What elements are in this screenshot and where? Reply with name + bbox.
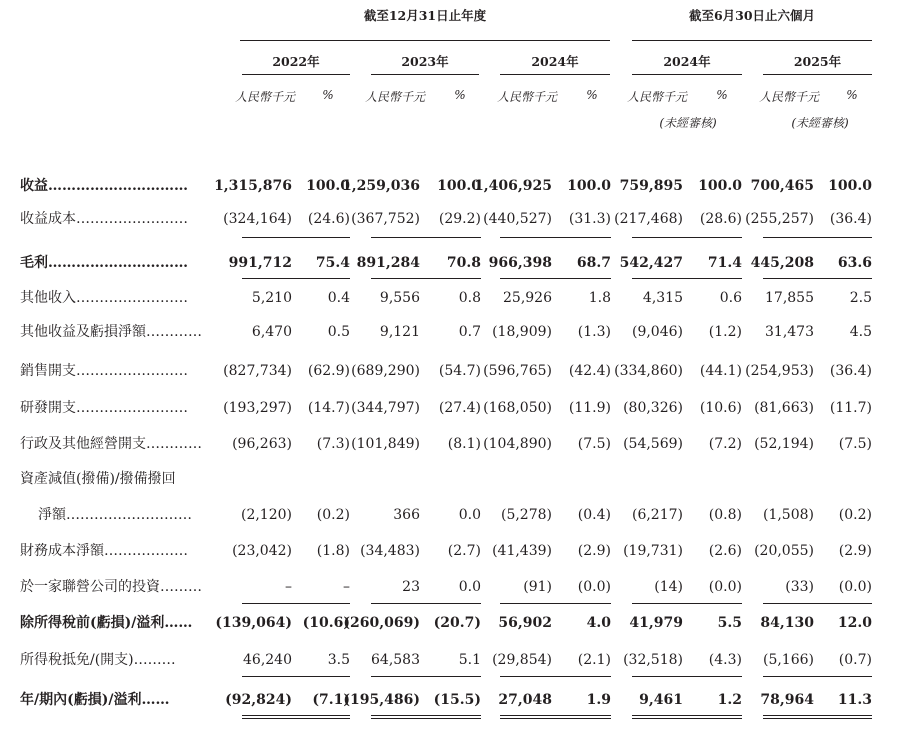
- gross-profit-rule: [242, 278, 350, 279]
- cell-amount: 31,473: [765, 324, 814, 340]
- cell-amount: (29,854): [492, 652, 552, 668]
- cell-amount: (14): [654, 579, 683, 595]
- cell-percent: (0.2): [838, 507, 872, 523]
- cell-percent: 5.5: [717, 615, 742, 631]
- cell-percent: 100.0: [567, 178, 611, 194]
- subtotal-rule: [763, 237, 872, 238]
- row-label: [20, 253, 188, 273]
- cell-percent: 68.7: [576, 255, 611, 271]
- unit-pct: %: [846, 88, 858, 102]
- row-label: [20, 613, 192, 633]
- cell-amount: (139,064): [215, 615, 292, 631]
- cell-percent: (20.7): [433, 615, 481, 631]
- unit-pct: %: [322, 88, 334, 102]
- cell-amount: 23: [402, 579, 420, 595]
- cell-amount: 5,210: [251, 290, 292, 306]
- year-header-2024: 2024年: [531, 54, 579, 69]
- subtotal-rule: [632, 676, 742, 677]
- cell-percent: (0.7): [838, 652, 872, 668]
- cell-amount: (255,257): [745, 211, 814, 227]
- cell-amount: 1,315,876: [214, 178, 292, 194]
- subtotal-rule: [632, 237, 742, 238]
- cell-percent: (2.9): [577, 543, 611, 559]
- cell-amount: (5,278): [500, 507, 552, 523]
- cell-percent: (28.6): [699, 211, 742, 227]
- cell-amount: 542,427: [619, 255, 683, 271]
- cell-amount: 366: [393, 507, 420, 523]
- year-rule-2024-interim: [632, 74, 742, 75]
- subtotal-rule: [763, 603, 872, 604]
- cell-percent: (1.2): [708, 324, 742, 340]
- cell-percent: (62.9): [307, 363, 350, 379]
- cell-percent: 12.0: [837, 615, 872, 631]
- cell-amount: (18,909): [492, 324, 552, 340]
- cell-percent: 1.9: [586, 692, 611, 708]
- cell-amount: (104,890): [483, 436, 552, 452]
- row-label-text: 收益成本: [20, 211, 76, 227]
- row-leader-dots: ……………………: [76, 211, 188, 227]
- cell-percent: (1.3): [577, 324, 611, 340]
- cell-amount: (92,824): [225, 692, 292, 708]
- total-rule: [632, 718, 742, 719]
- cell-percent: 5.1: [458, 652, 481, 668]
- row-label: [20, 398, 188, 418]
- row-label-text: 收益: [20, 178, 48, 194]
- cell-percent: (0.0): [708, 579, 742, 595]
- cell-amount: (54,569): [623, 436, 683, 452]
- cell-percent: (8.1): [447, 436, 481, 452]
- cell-percent: 0.5: [327, 324, 350, 340]
- cell-amount: 25,926: [503, 290, 552, 306]
- year-header-2024-interim: 2024年: [663, 54, 711, 69]
- cell-amount: –: [285, 579, 292, 595]
- cell-percent: (10.6): [699, 400, 742, 416]
- row-label-text: 銷售開支: [20, 363, 76, 379]
- subtotal-rule: [242, 676, 350, 677]
- cell-percent: (11.7): [829, 400, 872, 416]
- row-label-text: 年/期內(虧損)/溢利: [20, 692, 142, 708]
- row-label-text: 除所得稅前(虧損)/溢利: [20, 615, 165, 631]
- cell-amount: (440,527): [483, 211, 552, 227]
- row-leader-dots: …………………………: [48, 178, 188, 194]
- row-leader-dots: …………: [146, 436, 202, 452]
- row-label: [20, 209, 188, 229]
- header-group-interim: 截至6月30日止六個月: [688, 8, 816, 23]
- subtotal-rule: [371, 676, 481, 677]
- cell-percent: 70.8: [446, 255, 481, 271]
- subtotal-rule: [371, 237, 481, 238]
- total-rule: [242, 718, 350, 719]
- row-leader-dots: ……………………: [76, 400, 188, 416]
- unit-pct: %: [716, 88, 728, 102]
- cell-percent: 0.8: [458, 290, 481, 306]
- cell-amount: (52,194): [754, 436, 814, 452]
- year-header-2025-interim: 2025年: [793, 54, 842, 69]
- cell-percent: (7.5): [838, 436, 872, 452]
- cell-percent: (7.1): [312, 692, 350, 708]
- cell-amount: 991,712: [228, 255, 292, 271]
- cell-amount: (80,326): [623, 400, 683, 416]
- cell-percent: (0.0): [838, 579, 872, 595]
- cell-amount: (96,263): [232, 436, 292, 452]
- cell-amount: 64,583: [371, 652, 420, 668]
- cell-amount: 27,048: [498, 692, 552, 708]
- unaudited-note: (未經審核): [791, 116, 849, 130]
- header-group-annual: 截至12月31日止年度: [363, 8, 487, 23]
- cell-amount: (193,297): [223, 400, 292, 416]
- row-label: 資產減值(撥備)/撥備撥回: [20, 471, 176, 487]
- cell-percent: 11.3: [837, 692, 872, 708]
- cell-percent: (42.4): [568, 363, 611, 379]
- cell-amount: (2,120): [240, 507, 292, 523]
- cell-amount: 445,208: [750, 255, 814, 271]
- cell-amount: 966,398: [488, 255, 552, 271]
- row-label-text: 所得稅抵免/(開支): [20, 652, 134, 668]
- cell-amount: (195,486): [343, 692, 420, 708]
- cell-percent: –: [343, 579, 350, 595]
- cell-percent: (14.7): [307, 400, 350, 416]
- cell-amount: (9,046): [631, 324, 683, 340]
- row-leader-dots: ………………: [104, 543, 188, 559]
- cell-percent: (15.5): [433, 692, 481, 708]
- row-label-text: 其他收入: [20, 290, 76, 306]
- cell-amount: 6,470: [251, 324, 292, 340]
- cell-amount: (81,663): [754, 400, 814, 416]
- subtotal-rule: [242, 237, 350, 238]
- cell-percent: (24.6): [307, 211, 350, 227]
- row-label-text: 其他收益及虧損淨額: [20, 324, 146, 340]
- cell-amount: (324,164): [223, 211, 292, 227]
- row-label-text: 毛利: [20, 255, 48, 271]
- cell-percent: (0.2): [316, 507, 350, 523]
- cell-percent: (36.4): [829, 363, 872, 379]
- unaudited-note: (未經審核): [659, 116, 717, 130]
- gross-profit-rule: [500, 278, 611, 279]
- header-rule-interim: [632, 40, 872, 41]
- cell-amount: (260,069): [343, 615, 420, 631]
- total-rule: [763, 718, 872, 719]
- year-header-2023: 2023年: [401, 54, 449, 69]
- year-rule-2025-interim: [763, 74, 872, 75]
- cell-percent: 0.7: [458, 324, 481, 340]
- cell-amount: (19,731): [623, 543, 683, 559]
- cell-percent: (2.6): [708, 543, 742, 559]
- subtotal-rule: [500, 603, 611, 604]
- row-leader-dots: ……: [164, 615, 193, 631]
- cell-amount: (41,439): [492, 543, 552, 559]
- total-rule: [632, 715, 742, 716]
- total-rule: [500, 718, 611, 719]
- cell-percent: 71.4: [707, 255, 742, 271]
- row-label: [20, 288, 188, 308]
- unit-rmb: 人民幣千元: [626, 90, 687, 104]
- total-rule: [371, 718, 481, 719]
- row-leader-dots: …………: [146, 324, 202, 340]
- row-label: [20, 434, 202, 454]
- cell-percent: 0.6: [719, 290, 742, 306]
- cell-percent: 1.2: [717, 692, 742, 708]
- cell-amount: (1,508): [762, 507, 814, 523]
- cell-amount: (5,166): [762, 652, 814, 668]
- row-leader-dots: ………: [160, 579, 202, 595]
- cell-amount: (689,290): [351, 363, 420, 379]
- subtotal-rule: [242, 603, 350, 604]
- unit-pct: %: [586, 88, 598, 102]
- cell-percent: 75.4: [315, 255, 350, 271]
- row-label: [20, 650, 176, 670]
- row-label: [20, 541, 188, 561]
- cell-amount: (168,050): [483, 400, 552, 416]
- cell-percent: 100.0: [306, 178, 350, 194]
- row-label: [20, 176, 188, 196]
- total-rule: [500, 715, 611, 716]
- cell-amount: 759,895: [619, 178, 683, 194]
- row-label-text: 於一家聯營公司的投資: [20, 579, 160, 595]
- cell-amount: (254,953): [745, 363, 814, 379]
- cell-percent: (54.7): [438, 363, 481, 379]
- gross-profit-rule: [632, 278, 742, 279]
- total-rule: [371, 715, 481, 716]
- subtotal-rule: [500, 237, 611, 238]
- year-rule-2023: [371, 74, 479, 75]
- cell-amount: (101,849): [351, 436, 420, 452]
- cell-amount: (20,055): [754, 543, 814, 559]
- cell-amount: (217,468): [614, 211, 683, 227]
- cell-percent: (7.3): [316, 436, 350, 452]
- row-leader-dots: ……: [141, 692, 170, 708]
- cell-percent: 100.0: [698, 178, 742, 194]
- cell-percent: (0.4): [577, 507, 611, 523]
- total-rule: [763, 715, 872, 716]
- cell-percent: (1.8): [316, 543, 350, 559]
- row-label: [20, 361, 188, 381]
- total-rule: [242, 715, 350, 716]
- cell-amount: 9,556: [379, 290, 420, 306]
- cell-amount: 891,284: [356, 255, 420, 271]
- cell-amount: (6,217): [631, 507, 683, 523]
- cell-amount: 78,964: [760, 692, 814, 708]
- cell-percent: (44.1): [699, 363, 742, 379]
- cell-amount: (34,483): [360, 543, 420, 559]
- cell-amount: 4,315: [642, 290, 683, 306]
- cell-amount: 17,855: [765, 290, 814, 306]
- cell-amount: (827,734): [223, 363, 292, 379]
- cell-amount: (344,797): [351, 400, 420, 416]
- row-leader-dots: …………………………: [48, 255, 188, 271]
- cell-percent: 0.4: [327, 290, 350, 306]
- cell-percent: 0.0: [458, 579, 481, 595]
- row-label-text: 研發開支: [20, 400, 76, 416]
- cell-amount: 46,240: [243, 652, 292, 668]
- cell-percent: 2.5: [849, 290, 872, 306]
- year-rule-2022: [242, 74, 350, 75]
- cell-percent: (29.2): [438, 211, 481, 227]
- cell-percent: (7.5): [577, 436, 611, 452]
- cell-percent: (0.8): [708, 507, 742, 523]
- subtotal-rule: [763, 676, 872, 677]
- cell-amount: (23,042): [232, 543, 292, 559]
- cell-percent: 100.0: [828, 178, 872, 194]
- row-label: [20, 322, 202, 342]
- cell-percent: (2.7): [447, 543, 481, 559]
- cell-amount: (32,518): [623, 652, 683, 668]
- row-label-text: 行政及其他經營開支: [20, 436, 146, 452]
- subtotal-rule: [500, 676, 611, 677]
- cell-percent: 0.0: [458, 507, 481, 523]
- cell-percent: (36.4): [829, 211, 872, 227]
- cell-percent: (2.1): [577, 652, 611, 668]
- row-leader-dots: ……………………: [76, 290, 188, 306]
- cell-amount: (91): [523, 579, 552, 595]
- cell-amount: 1,406,925: [474, 178, 552, 194]
- cell-percent: 63.6: [837, 255, 872, 271]
- row-label-text: 淨額: [38, 507, 66, 523]
- cell-amount: 56,902: [498, 615, 552, 631]
- row-leader-dots: ………………………: [66, 507, 192, 523]
- cell-percent: 100.0: [437, 178, 481, 194]
- gross-profit-rule: [763, 278, 872, 279]
- subtotal-rule: [371, 603, 481, 604]
- cell-amount: (367,752): [351, 211, 420, 227]
- row-label: [20, 577, 202, 597]
- cell-amount: (33): [785, 579, 814, 595]
- cell-percent: (27.4): [438, 400, 481, 416]
- cell-percent: (11.9): [568, 400, 611, 416]
- cell-percent: (7.2): [708, 436, 742, 452]
- cell-amount: (334,860): [614, 363, 683, 379]
- unit-rmb: 人民幣千元: [234, 90, 295, 104]
- cell-percent: 3.5: [327, 652, 350, 668]
- year-rule-2024: [500, 74, 610, 75]
- cell-amount: 41,979: [629, 615, 683, 631]
- cell-percent: 4.0: [586, 615, 611, 631]
- unit-rmb: 人民幣千元: [364, 90, 425, 104]
- cell-amount: 84,130: [760, 615, 814, 631]
- cell-percent: (0.0): [577, 579, 611, 595]
- cell-amount: 9,461: [639, 692, 683, 708]
- cell-amount: 1,259,036: [342, 178, 420, 194]
- row-leader-dots: ……………………: [76, 363, 188, 379]
- gross-profit-rule: [371, 278, 481, 279]
- cell-percent: (31.3): [568, 211, 611, 227]
- cell-percent: 1.8: [588, 290, 611, 306]
- header-rule-annual: [240, 40, 610, 41]
- cell-percent: (2.9): [838, 543, 872, 559]
- unit-rmb: 人民幣千元: [758, 90, 819, 104]
- year-header-2022: 2022年: [272, 54, 320, 69]
- row-label: [20, 690, 169, 710]
- cell-percent: 4.5: [849, 324, 872, 340]
- unit-pct: %: [454, 88, 466, 102]
- cell-percent: (10.6): [302, 615, 350, 631]
- row-label: [38, 505, 192, 525]
- cell-amount: (596,765): [483, 363, 552, 379]
- unit-rmb: 人民幣千元: [496, 90, 557, 104]
- subtotal-rule: [632, 603, 742, 604]
- cell-percent: (4.3): [708, 652, 742, 668]
- row-leader-dots: ………: [133, 652, 176, 668]
- cell-amount: 9,121: [379, 324, 420, 340]
- cell-amount: 700,465: [750, 178, 814, 194]
- row-label-text: 財務成本淨額: [20, 543, 104, 559]
